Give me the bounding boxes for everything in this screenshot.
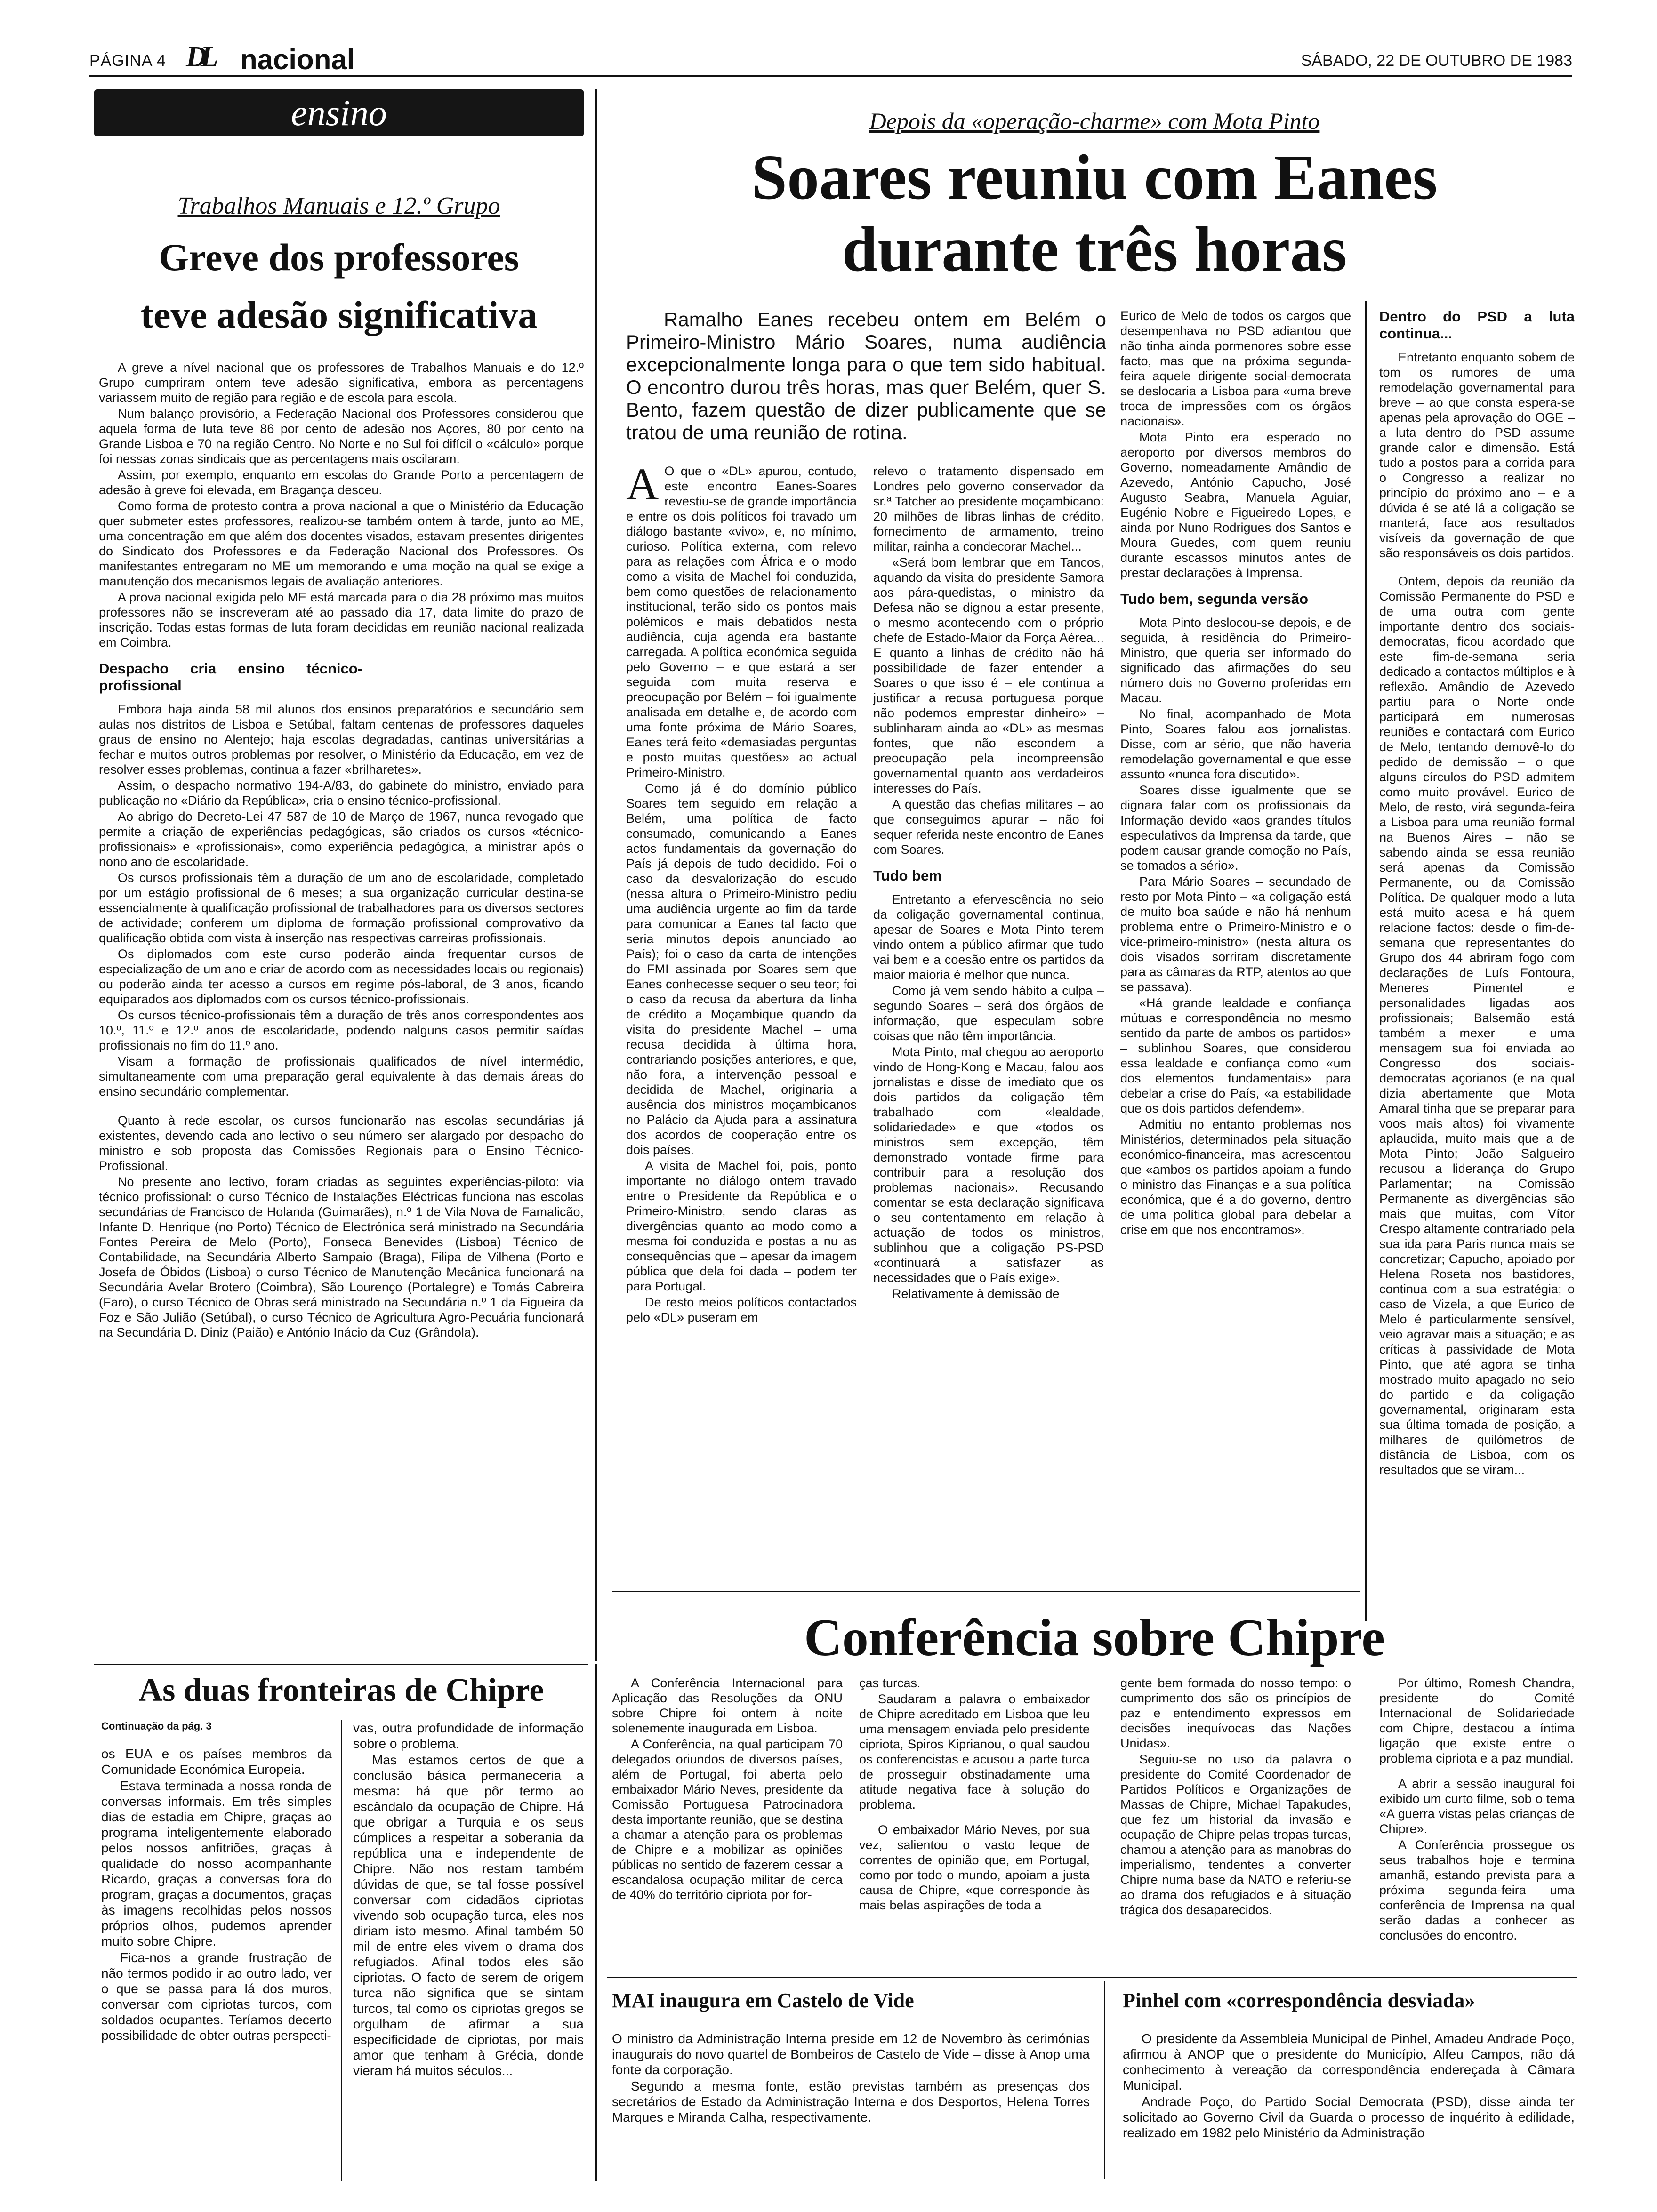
paragraph: Mas estamos certos de que a conclusão básica permaneceria a mesma: há que pôr termo ao escândalo da ocupação de Chipre. Há que obrigar a Turquia e os seus cúmplices a respeitar a soberania da república una e independente de Chipre. Não nos restam também dúvidas de que, se tal fosse possível conversar com cidadãos cipriotas vivendo sob ocupação turca, eles nos diriam isto mesmo. Afinal também 50 mil de entre eles vivem o drama dos refugiados. Afinal todos eles são cipriotas. O facto de serem de origem turca não significa que se sintam turcos, tal como os cipriotas gregos se orgulham de afirmar a sua especificidade de cipriotas, por mais amor que tenham à Grécia, donde vieram há muitos séculos... [353,1753,584,2078]
paragraph: A Conferência prossegue os seus trabalhos hoje e termina amanhã, estando prevista para a próxima segunda-feira uma conferência de Imprensa na qual serão dadas a conhecer as conclusões do encontro. [1379,1838,1575,1942]
paragraph: A Conferência, na qual participam 70 delegados oriundos de diversos países, além de Portugal, foi aberta pelo embaixador Mário Neves, presidente da Comissão Portuguesa Patrocinadora desta importante reunião, que se destina a chamar a atenção para os problemas de Chipre e a mobilizar as opiniões públicas no sentido de fazerem cessar a escandalosa ocupação militar de cerca de 40% do território cipriota por for- [612,1737,843,1902]
paragraph: vas, outra profundidade de informação sobre o problema. [353,1721,584,1751]
paragraph: Mota Pinto deslocou-se depois, e de seguida, à residência do Primeiro-Ministro, que queria ser informado do significado das afirmações do seu número dois no Governo proferidas em Macau. [1120,616,1351,705]
newspaper-logo: DL [186,41,212,73]
paragraph: A abrir a sessão inaugural foi exibido um curto filme, sob o tema «A guerra vistas pelas crianças de Chipre». [1379,1777,1575,1836]
paragraph: Saudaram a palavra o embaixador de Chipre acreditado em Lisboa que leu uma mensagem enviada pelo presidente cipriota, Spiros Kiprianou, o qual saudou os conferencistas e acusou a parte turca de prosseguir obstinadamente uma atitude negativa face à solução do problema. [859,1692,1090,1811]
paragraph: A Conferência Internacional para Aplicação das Resoluções da ONU sobre Chipre foi ontem à noite solenemente inaugurada em Lisboa. [612,1676,843,1735]
paragraph: Embora haja ainda 58 mil alunos dos ensinos preparatórios e secundário sem aulas nos distritos de Lisboa e Setúbal, faltam centenas de professores daqueles graus de ensino no Alentejo; haja escolas degradadas, cantinas universitárias a fechar e muitos outros problemas por resolver, o Ministério da Educação, em vez de resolver esses problemas, continua a fazer «brilharetes». [99,702,584,777]
conferencia-column-1 [612,1675,843,1972]
paragraph: Quanto à rede escolar, os cursos funcionarão nas escolas secundárias já existentes, devendo cada ano lectivo o seu número ser alargado por despacho do ministro e sob proposta das Comissões Regionais para o Ensino Técnico-Profissional. [99,1114,584,1173]
pinhel-headline: Pinhel com «correspondência desviada» [1123,1989,1475,2012]
paragraph: Por último, Romesh Chandra, presidente do Comité Internacional de Solidariedade com Chipre, destacou a íntima ligação que existe entre o problema cipriota e a paz mundial. [1379,1676,1575,1765]
paragraph: Como forma de protesto contra a prova nacional a que o Ministério da Educação quer submeter estes professores, realizou-se também ontem à tarde, junto ao ME, uma concentração em que além dos docentes visados, estavam presentes dirigentes do Sindicato dos Professores e da Federação Nacional dos Professores. Os manifestantes entregaram no ME um memorando e uma moção na qual se exige a manutenção dos mecanismos legais de avaliação anteriores. [99,499,584,588]
paragraph: A prova nacional exigida pelo ME está marcada para o dia 28 próximo mas muitos professores não se inscreveram até ao passado dia 17, data limite do prazo de inscrição. Todas estas formas de luta foram decididas em reunião nacional realizada em Coimbra. [99,590,584,649]
mai-article-body [612,2031,1090,2181]
paragraph: O presidente da Assembleia Municipal de Pinhel, Amadeu Andrade Poço, afirmou à ANOP que o presidente do Município, Alfeu Campos, não dá conhecimento à vereação da correspondência endereçada à Câmara Municipal. [1123,2031,1575,2092]
mai-headline: MAI inaugura em Castelo de Vide [612,1989,914,2012]
paragraph: Entretanto a efervescência no seio da coligação governamental continua, apesar de Soares e Mota Pinto terem vindo ontem a público afirmar que tudo vai bem e a coesão entre os partidos da maior maioria é melhor que nunca. [873,892,1104,982]
ensino-banner-label: ensino [291,92,387,133]
paragraph: os EUA e os países membros da Comunidade Económica Europeia. [101,1747,332,1777]
ensino-headline-line1: Greve dos professores [159,236,519,279]
paragraph: Os cursos técnico-profissionais têm a duração de três anos correspondentes aos 10.º, 11.º e 12.º anos de escolaridade, podendo nalguns casos permitir saídas profissionais no fim do 11.º ano. [99,1008,584,1052]
paragraph: Mota Pinto, mal chegou ao aeroporto vindo de Hong-Kong e Macau, falou aos jornalistas e disse de imediato que os dois partidos da coligação têm trabalhado com «lealdade, solidariedade» e que «todos os ministros sem excepção, têm demonstrado vontade firme para contribuir para a resolução dos problemas nacionais». Recusando comentar se esta declaração significava o seu contentamento em relação à actuação de todos os ministros, sublinhou que a coligação PS-PSD «continuará a satisfazer as necessidades que o País exige». [873,1045,1104,1285]
column-divider [341,1720,342,2181]
paragraph: Estava terminada a nossa ronda de conversas informais. Em três simples dias de estadia em Chipre, graças ao programa inteligentemente elaborado pelos nossos anfitriões, graças à qualidade do nosso acompanhante Ricardo, graças a conversas fora do program, graças a documentos, graças às imagens recolhidas pelos nossos próprios olhos, pudemos aprender muito sobre Chipre. [101,1779,332,1948]
paragraph: O ministro da Administração Interna preside em 12 de Novembro às cerimónias inaugurais do novo quartel de Bombeiros de Castelo de Vide – disse à Anop uma fonte da corporação. [612,2031,1090,2077]
conferencia-headline: Conferência sobre Chipre [804,1609,1385,1667]
paragraph: Entretanto enquanto sobem de tom os rumores de uma remodelação governamental para breve – ao que consta espera-se apenas pela aprovação do OGE – a luta dentro do PSD assume grande calor e dimensão. Está tudo a postos para a corrida para o Congresso a realizar no princípio do próximo ano – e a dúvida é se até lá a coligação se manterá, face aos resultados visíveis da governação de que são responsáveis os dois partidos. [1379,350,1575,560]
paragraph: Visam a formação de profissionais qualificados de nível intermédio, simultaneamente com uma preparação geral equivalente à das demais áreas do ensino secundário complementar. [99,1054,584,1098]
fronteiras-headline: As duas fronteiras de Chipre [138,1672,544,1708]
column-divider [595,89,597,1661]
conferencia-column-4 [1379,1675,1575,1972]
paragraph: Num balanço provisório, a Federação Nacional dos Professores considerou que aquela forma de luta teve 86 por cento de adesão nos Açores, 80 por cento na Grande Lisboa e 70 na região Centro. No Norte e no Sul foi difícil o «cálculo» porque foi nessas zonas sindicais que as percentagens mais oscilaram. [99,407,584,466]
section-rule [607,1977,1577,1978]
paragraph: «Será bom lembrar que em Tancos, aquando da visita do presidente Samora aos pára-quedistas, o ministro da Defesa não se dignou a estar presente, o mesmo acontecendo com o próprio chefe de Estado-Maior da Força Aérea... E quanto a linhas de crédito não há possibilidade de fazer entender a Soares o que isso é – ele continua a justificar a recusa portuguesa porque não podemos emprestar dinheiro» – sublinharam ainda ao «DL» as mesmas fontes, que não escondem a preocupação pela incompreensão governamental quanto aos verdadeiros interesses do País. [873,555,1104,795]
paragraph: Mota Pinto era esperado no aeroporto por diversos membros do Governo, nomeadamente Amândio de Azevedo, António Capucho, José Augusto Seabra, Manuela Aguiar, Eugénio Nobre e Figueiredo Lopes, e ainda por Nuno Rodrigues dos Santos e Moura Guedes, com quem reuniu durante escassos minutos antes de prestar declarações à Imprensa. [1120,430,1351,580]
header-rule [89,75,1572,77]
fronteiras-column-2 [353,1720,584,2179]
column-divider [1365,301,1367,1621]
soares-lede: Ramalho Eanes recebeu ontem em Belém o Primeiro-Ministro Mário Soares, numa audiência excepcionalmente longa para o que tem sido habitual. O encontro durou três horas, mas quer Belém, quer S. Bento, fazem questão de dizer publicamente que se tratou de uma reunião de rotina. [626,308,1106,443]
paragraph: Fica-nos a grande frustração de não termos podido ir ao outro lado, ver o que se passa para lá dos muros, conversar com cipriotas turcos, com soldados ocupantes. Teríamos decerto possibilidade de obter outras perspecti- [101,1950,332,2043]
paragraph: Os cursos profissionais têm a duração de um ano de escolaridade, completado por um estágio profissional de 6 meses; a sua organização curricular destina-se essencialmente à qualificação profissional de trabalhadores para os diversos sectores de actividade; conferem um diploma de formação profissional comprovativo da qualificação obtida com vista à inserção nas respectivas carreiras profissionais. [99,871,584,945]
page-number: PÁGINA 4 [89,52,166,70]
paragraph: A visita de Machel foi, pois, ponto importante no diálogo ontem travado entre o Presidente da República e o Primeiro-Ministro, sendo claras as divergências quanto ao modo como a mesma foi conduzida e postas a nu as consequências que – apesar da imagem pública que dela foi dada – podem ter para Portugal. [626,1159,857,1293]
paragraph: Como já vem sendo hábito a culpa – segundo Soares – será dos órgãos de informação, que especulam sobre coisas que não têm importância. [873,984,1104,1043]
pinhel-article-body [1123,2031,1575,2181]
soares-subhead-segunda-versao: Tudo bem, segunda versão [1120,591,1309,607]
section-name: nacional [240,44,355,75]
conferencia-column-2 [859,1675,1090,1972]
paragraph: No presente ano lectivo, foram criadas as seguintes experiências-piloto: via técnico profissional: o curso Técnico de Instalações Eléctricas funciona nas escolas secundárias de Francisco de Holanda (Guimarães), n.º 1 de Vila Nova de Famalicão, Infante D. Henrique (no Porto) Técnico de Electrónica será ministrado na Secundária Fontes Pereira de Melo (Porto), Fonseca Benevides (Lisboa) Técnico de Contabilidade, na Secundária Alberto Sampaio (Braga), Filipa de Vilhena (Porto e Josefa de Óbidos (Lisboa) o curso Técnico de Manutenção Mecânica funcionará na Secundária Avelar Brotero (Coimbra), São Lourenço (Portalegre) e Tomás Cabreira (Faro), o curso Técnico de Obras será ministrado na Secundária n.º 1 da Figueira da Foz e São Julião (Setúbal), o curso Técnico de Agricultura Agro-Pecuária funcionará na Secundária D. Diniz (Paião) e António Inácio da Cuz (Grândola). [99,1175,584,1339]
soares-column-2 [873,464,1104,1579]
paragraph: Soares disse igualmente que se dignara falar com os profissionais da Informação devido «aos grandes títulos especulativos da Imprensa da tarde, que podem causar grande comoção no País, se tomados a sério». [1120,783,1351,873]
paragraph: O que o «DL» apurou, contudo, este encontro Eanes-Soares revestiu-se de grande importância e entre os dois políticos foi travado um diálogo bastante «vivo», e, no mínimo, curioso. Política externa, com relevo para as relações com África e o modo como a visita de Machel foi conduzida, bem como questões de relacionamento institucional, terão sido os pontos mais polémicos e mais debatidos nesta audiência, cuja agenda era bastante carregada. A política económica seguida pelo Governo – e que estará a ser seguida com muita reserva e preocupação por Belém – foi igualmente analisada em detalhe e, de acordo com uma fonte próxima de Mário Soares, Eanes terá feito «demasiadas perguntas e posto muitas questões» ao actual Primeiro-Ministro. [626,464,857,779]
ensino-headline-line2: teve adesão significativa [140,293,538,336]
soares-subhead-dentro-psd: Dentro do PSD a luta continua... [1379,308,1575,342]
paragraph: Segundo a mesma fonte, estão previstas também as presenças dos secretários de Estado da Administração Interna e dos Desportos, Helena Torres Marques e Miranda Calha, respectivamente. [612,2079,1090,2124]
page-date: SÁBADO, 22 DE OUTUBRO DE 1983 [1301,52,1572,70]
paragraph: Seguiu-se no uso da palavra o presidente do Comité Coordenador de Partidos Políticos e Organizações de Massas de Chipre, Michael Tapakudes, que fez um historial da invasão e ocupação de Chipre pelas tropas turcas, chamou a atenção para as manobras do imperialismo, tendentes a converter Chipre numa base da NATO e referiu-se ao drama dos refugiados e à situação trágica dos desaparecidos. [1120,1752,1351,1917]
soares-headline-line2: durante três horas [842,214,1347,285]
paragraph: Como já é do domínio público Soares tem seguido em relação a Belém, uma política de facto consumado, comunicando a Eanes actos fundamentais da governação do País já depois de tudo decidido. Foi o caso da desvalorização do escudo (nessa altura o Primeiro-Ministro pediu uma audiência urgente ao fim da tarde para comunicar a Eanes tal facto que seria minutos depois anunciado ao País); foi o caso da carta de intenções do FMI assinada por Soares sem que Eanes conhecesse sequer o seu teor; foi o caso da recusa da abertura da linha de crédito a Moçambique quando da visita do presidente Machel – uma recusa decidida à última hora, contrariando posições anteriores, e que, não fora, a intervenção pessoal e decidida de Machel, originaria a ausência dos ministros moçambicanos no Palácio da Ajuda para a assinatura dos acordos de cooperação entre os dois países. [626,781,857,1157]
soares-column-4 [1379,308,1575,1619]
paragraph: No final, acompanhado de Mota Pinto, Soares falou aos jornalistas. Disse, com ar sério, que não haveria remodelação governamental e que esse assunto «nunca fora discutido». [1120,707,1351,781]
paragraph: Ontem, depois da reunião da Comissão Permanente do PSD e de uma outra com gente importante dentro dos sociais-democratas, ficou acordado que este fim-de-semana seria dedicado a contactos múltiplos e à reflexão. Amândio de Azevedo partiu para o Norte onde participará em numerosas reuniões e contactará com Eurico de Melo, tentando demovê-lo do pedido de demissão – o que alguns círculos do PSD admitem como muito provável. Eurico de Melo, de resto, virá segunda-feira a Lisboa para uma reunião formal na Buenos Aires – não se sabendo ainda se essa reunião será apenas da Comissão Permanente, ou da Comissão Política. De qualquer modo a luta está muito acesa e há quem relacione factos: desde o fim-de-semana que representantes do Grupo dos 44 abriram fogo com declarações de Luís Fontoura, Meneres Pimentel e personalidades ligadas aos profissionais; Balsemão está também a mexer – e uma mensagem sua foi enviada ao Congresso dos sociais-democratas açorianos (e na qual dizia abertamente que Mota Amaral tinha que se preparar para voos mais altos) foi vivamente aplaudida, muito mais que a de Mota Pinto; João Salgueiro recusou a liderança do Grupo Parlamentar; na Comissão Permanente as divergências são mais que muitas, com Vítor Crespo altamente contrariado pela sua ida para Paris nunca mais se concretizar; Capucho, apoiado por Helena Roseta nos bastidores, continua com a sua estratégia; o caso de Vizela, a que Eurico de Melo é particularmente sensível, veio agravar mais a situação; e as críticas à passividade de Mota Pinto, que até agora se tinha mostrado muito apagado no seio do partido e da coligação governamental, originaram esta sua última tomada de posição, a milhares de quilómetros de distância de Lisboa, com os resultados que se viram... [1379,574,1575,1477]
soares-subhead-tudo-bem: Tudo bem [873,867,942,884]
column-divider [1104,1981,1105,2179]
paragraph: ças turcas. [859,1676,921,1690]
soares-column-1 [626,464,857,1579]
paragraph: Para Mário Soares – secundado de resto por Mota Pinto – «a coligação está de muito boa saúde e não há nenhum problema entre o Primeiro-Ministro e o vice-primeiro-ministro» (nesta altura os dois visados sorriram discretamente para as câmaras da RTP, atentos ao que se passava). [1120,874,1351,994]
ensino-article-body [99,360,584,1675]
paragraph: Eurico de Melo de todos os cargos que desempenhava no PSD adiantou que não tinha ainda pormenores sobre esse facto, mas que na próxima segunda-feira aquele dirigente social-democrata se deslocaria a Lisboa para «uma breve troca de impressões com os órgãos nacionais». [1120,309,1351,428]
drop-cap: A [626,464,659,509]
ensino-banner [94,89,584,136]
fronteiras-continuation: Continuação da pág. 3 [101,1720,212,1732]
ensino-kicker: Trabalhos Manuais e 12.º Grupo [177,192,500,219]
column-divider [595,1664,597,2181]
paragraph: «Há grande lealdade e confiança mútuas e correspondência no mesmo sentido da parte de ambos os partidos» – sublinhou Soares, que considerou essa lealdade e confiança como «um dos elementos fundamentais» para debelar a crise do País, «a estabilidade que os dois partidos defendem». [1120,996,1351,1115]
paragraph: Relativamente à demissão de [892,1287,1060,1301]
soares-kicker: Depois da «operação-charme» com Mota Pinto [869,108,1320,134]
soares-column-3 [1120,308,1351,1579]
conferencia-column-3 [1120,1675,1351,1972]
section-rule [94,1664,588,1665]
paragraph: gente bem formada do nosso tempo: o cumprimento dos são os princípios de paz e entendimento expressos em decisões inequívocas das Nações Unidas». [1120,1676,1351,1750]
paragraph: Andrade Poço, do Partido Social Democrata (PSD), disse ainda ter solicitado ao Governo Civil da Guarda o processo de inquérito à edilidade, realizado em 1982 pelo Ministério da Administração [1123,2094,1575,2140]
soares-headline-line1: Soares reuniu com Eanes [751,142,1438,213]
page-header [89,38,1572,80]
paragraph: Assim, o despacho normativo 194-A/83, do gabinete do ministro, enviado para publicação no «Diário da República», cria o ensino técnico-profissional. [99,778,584,808]
paragraph: relevo o tratamento dispensado em Londres pelo governo conservador da sr.ª Tatcher ao presidente moçambicano: 20 milhões de libras linhas de crédito, fornecimento de armamento, treino militar, rainha a condecorar Machel... [873,464,1104,553]
paragraph: Os diplomados com este curso poderão ainda frequentar cursos de especialização de um ano e criar de acordo com as necessidades locais ou regionais) ou poderão ainda ter acesso a cursos em regime pós-laboral, de 3 anos, ficando equiparados aos diplomados com os cursos técnico-profissionais. [99,947,584,1006]
paragraph: De resto meios políticos contactados pelo «DL» puseram em [626,1295,857,1324]
fronteiras-column-1 [101,1746,332,2179]
paragraph: A questão das chefias militares – ao que conseguimos apurar – não foi sequer referida neste encontro de Eanes com Soares. [873,797,1104,857]
ensino-subhead: Despacho cria ensino técnico-profissional [99,660,362,694]
paragraph: Assim, por exemplo, enquanto em escolas do Grande Porto a percentagem de adesão à greve foi elevada, em Bragança desceu. [99,468,584,497]
paragraph: O embaixador Mário Neves, por sua vez, salientou o vasto leque de correntes de opinião que, em Portugal, como por todo o mundo, apoiam a justa causa de Chipre, «que corresponde às mais belas aspirações de toda a [859,1823,1090,1912]
paragraph: Admitiu no entanto problemas nos Ministérios, determinados pela situação económico-financeira, mas acrescentou que «ambos os partidos apoiam a fundo o ministro das Finanças e a sua política económica, que é a do governo, dentro de uma política global para debelar a crise em que nos encontramos». [1120,1117,1351,1237]
paragraph: A greve a nível nacional que os professores de Trabalhos Manuais e do 12.º Grupo cumpriram ontem teve adesão significativa, embora as percentagens variassem muito de região para região e de escola para escola. [99,361,584,405]
paragraph: Ao abrigo do Decreto-Lei 47 587 de 10 de Março de 1967, nunca revogado que permite a criação de experiências pedagógicas, são criados os cursos «técnico-profissionais» e «profissionais», como experiência pedagógica, a ministrar após o nono ano de escolaridade. [99,809,584,869]
section-rule [612,1591,1360,1592]
